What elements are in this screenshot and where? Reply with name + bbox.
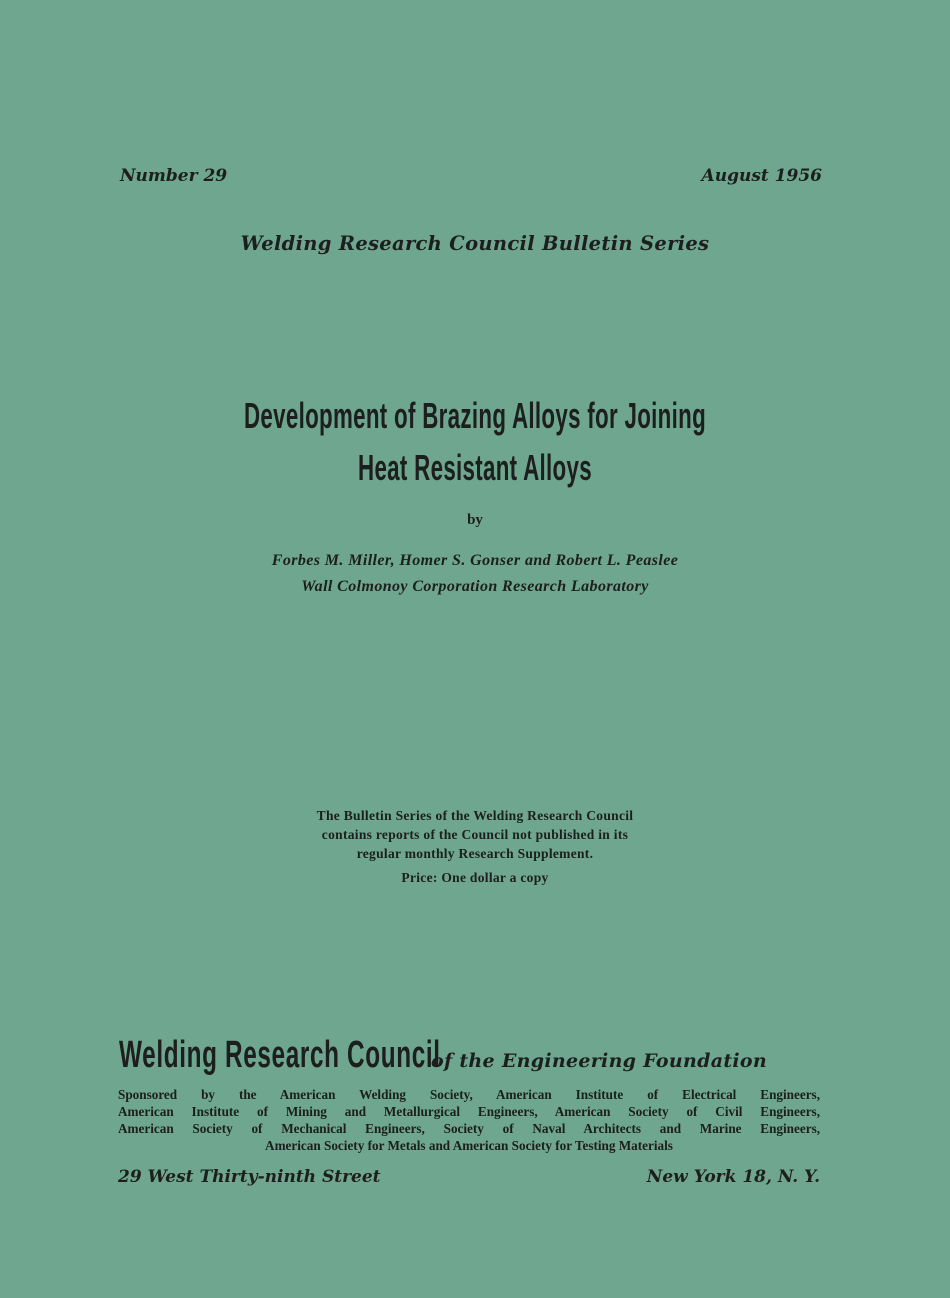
by-label: by: [467, 512, 483, 528]
notice-line-1: The Bulletin Series of the Welding Research Council: [316, 808, 634, 823]
publication-date: August 1956: [701, 166, 822, 186]
sponsors-line-3: American Society of Mechanical Engineers, Society of Naval Architects and Marine Engineers,: [118, 1121, 820, 1136]
sponsors-line-1: Sponsored by the American Welding Society, American Institute of Electrical Engineers,: [118, 1087, 820, 1102]
council-heading: [119, 1034, 767, 1077]
notice-line-2: contains reports of the Council not published in its: [321, 827, 629, 842]
sponsors-line-4: American Society for Metals and American Society for Testing Materials: [265, 1138, 673, 1153]
bulletin-notice: [0, 806, 950, 887]
council-subtitle: of the Engineering Foundation: [431, 1050, 768, 1072]
bulletin-number: Number 29: [120, 166, 228, 186]
series-title: Welding Research Council Bulletin Series: [240, 232, 710, 255]
sponsors-text: [118, 1086, 820, 1154]
document-title: [181, 390, 770, 494]
street-address: 29 West Thirty-ninth Street: [118, 1167, 381, 1187]
council-name: Welding Research Council: [119, 1034, 441, 1076]
title-line-2: Heat Resistant Alloys: [358, 447, 592, 488]
title-line-1: Development of Brazing Alloys for Joining: [243, 395, 707, 436]
footer-address-row: [118, 1167, 820, 1187]
authors-block: [0, 548, 950, 600]
city-address: New York 18, N. Y.: [646, 1167, 820, 1187]
price-note: Price: One dollar a copy: [401, 870, 549, 885]
notice-line-3: regular monthly Research Supplement.: [356, 846, 594, 861]
author-names: Forbes M. Miller, Homer S. Gonser and Robert L. Peaslee: [271, 552, 679, 569]
sponsors-line-2: American Institute of Mining and Metallurgical Engineers, American Society of Civil Engineers,: [118, 1104, 820, 1119]
author-affiliation: Wall Colmonoy Corporation Research Laboratory: [301, 578, 649, 595]
header-row: [120, 166, 822, 186]
